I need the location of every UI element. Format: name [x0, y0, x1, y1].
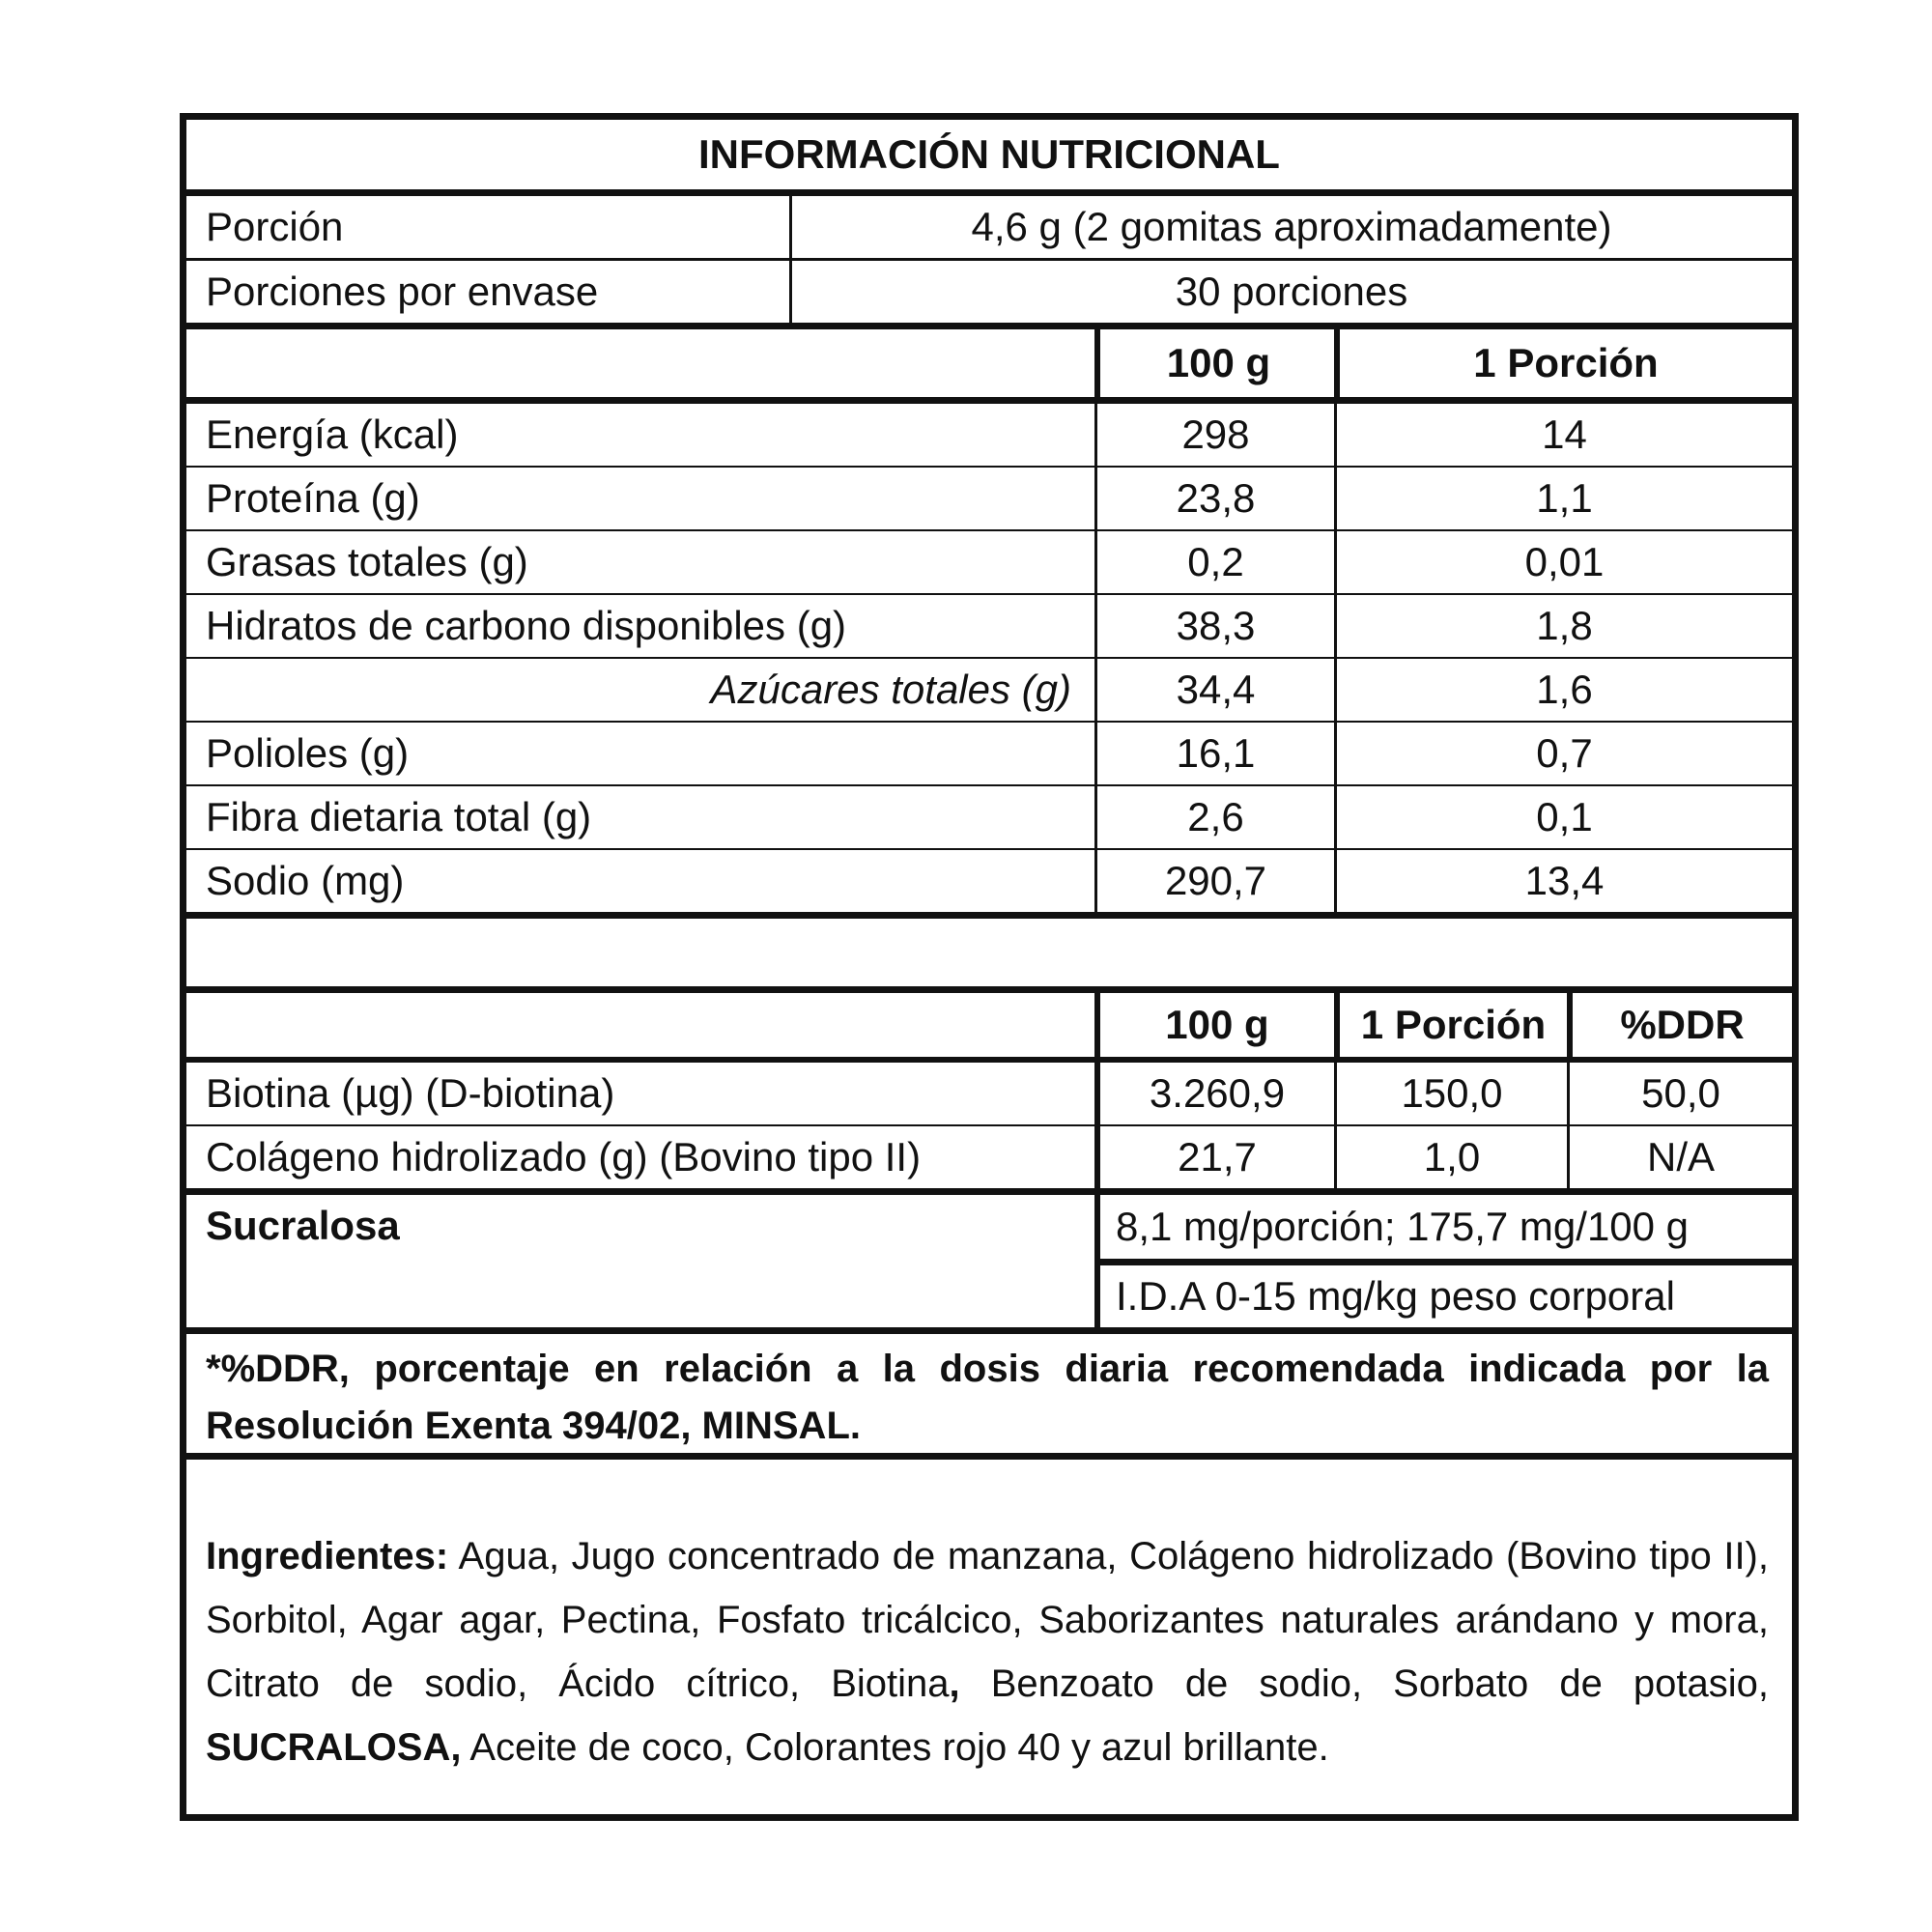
divider	[1094, 404, 1097, 912]
divider	[186, 1327, 1792, 1334]
supplement-value-portion: 150,0	[1401, 1070, 1503, 1116]
nutrient-value-portion: 14	[1542, 412, 1587, 457]
nutrient-value-100g: 290,7	[1164, 858, 1267, 903]
divider	[1567, 993, 1573, 1057]
supplement-name: Colágeno hidrolizado (g) (Bovino tipo II)	[206, 1134, 922, 1179]
supplement-value-100g: 21,7	[1178, 1134, 1257, 1179]
divider	[789, 196, 792, 323]
nutrient-value-100g: 34,4	[1176, 667, 1256, 712]
ingredients-comma: ,	[949, 1662, 960, 1705]
table-title: INFORMACIÓN NUTRICIONAL	[698, 131, 1280, 177]
ingredients-list-cont: Benzoato de sodio, Sorbato de potasio,	[959, 1662, 1769, 1705]
ingredients-list-end: Aceite de coco, Colorantes rojo 40 y azul brillante.	[461, 1726, 1329, 1769]
portion-label: Porción	[206, 204, 344, 249]
portion-value: 4,6 g (2 gomitas aproximadamente)	[971, 204, 1612, 249]
divider	[1094, 1063, 1100, 1188]
nutrient-value-portion: 13,4	[1524, 858, 1605, 903]
divider	[186, 323, 1792, 329]
nutrient-value-100g: 23,8	[1176, 475, 1256, 521]
nutrients-header-portion: 1 Porción	[1473, 340, 1659, 385]
supplements-header-portion: 1 Porción	[1360, 1002, 1547, 1047]
supplements-header-ddr: %DDR	[1620, 1002, 1745, 1047]
nutrient-name: Grasas totales (g)	[206, 539, 528, 584]
nutrition-facts-panel	[180, 113, 1799, 1821]
divider	[1094, 1195, 1100, 1327]
supplement-name: Biotina (µg) (D-biotina)	[206, 1070, 615, 1116]
divider	[1100, 1259, 1792, 1265]
nutrient-value-portion: 1,1	[1536, 475, 1593, 521]
supplement-value-portion: 1,0	[1423, 1134, 1481, 1179]
divider	[186, 397, 1792, 404]
divider	[186, 189, 1792, 196]
divider	[186, 1188, 1792, 1195]
sucralose-label: Sucralosa	[206, 1203, 400, 1248]
nutrient-name: Energía (kcal)	[206, 412, 459, 457]
divider	[1334, 1063, 1337, 1188]
portions-per-pack-label: Porciones por envase	[206, 269, 599, 314]
divider	[1094, 993, 1100, 1057]
nutrient-name: Fibra dietaria total (g)	[206, 794, 592, 839]
nutrient-value-100g: 0,2	[1187, 539, 1244, 584]
divider	[1094, 329, 1100, 397]
ddr-footnote: *%DDR, porcentaje en relación a la dosis diaria recomendada indicada por la Resolución Exenta 394/02, MINSAL.	[206, 1348, 1769, 1447]
nutrient-subname: Azúcares totales (g)	[710, 667, 1071, 712]
ingredients-text	[206, 1524, 1769, 1779]
divider	[186, 986, 1792, 993]
nutrient-name: Sodio (mg)	[206, 858, 405, 903]
ingredients-list: Agua, Jugo concentrado de manzana, Colágeno hidrolizado (Bovino tipo II), Sorbitol, Agar agar, Pectina, Fosfato tricálcico, Saborizantes naturales arándano y mora, Citrato de sodio, Ácido cítrico, Biotina	[206, 1535, 1769, 1705]
sucralose-ida: I.D.A 0-15 mg/kg peso corporal	[1116, 1273, 1675, 1319]
supplement-value-ddr: 50,0	[1641, 1070, 1720, 1116]
nutrient-name: Proteína (g)	[206, 475, 420, 521]
nutrient-value-100g: 38,3	[1176, 603, 1256, 648]
nutrient-value-portion: 1,8	[1536, 603, 1593, 648]
divider	[186, 912, 1792, 919]
nutrient-value-portion: 0,01	[1524, 539, 1605, 584]
divider	[186, 1453, 1792, 1460]
supplement-value-100g: 3.260,9	[1149, 1070, 1286, 1116]
ingredients-sucralose: SUCRALOSA,	[206, 1726, 462, 1769]
divider	[1334, 329, 1340, 397]
nutrient-value-100g: 298	[1181, 412, 1250, 457]
sucralose-amount: 8,1 mg/porción; 175,7 mg/100 g	[1116, 1204, 1690, 1249]
nutrients-header-100g: 100 g	[1166, 340, 1271, 385]
nutrient-value-100g: 2,6	[1187, 794, 1244, 839]
nutrient-name: Hidratos de carbono disponibles (g)	[206, 603, 847, 648]
nutrient-value-portion: 1,6	[1536, 667, 1593, 712]
divider	[1334, 993, 1340, 1057]
nutrient-value-portion: 0,7	[1536, 730, 1593, 776]
supplement-value-ddr: N/A	[1646, 1134, 1715, 1179]
ingredients-label: Ingredientes:	[206, 1535, 449, 1577]
nutrient-value-portion: 0,1	[1536, 794, 1593, 839]
supplements-header-100g: 100 g	[1165, 1002, 1269, 1047]
nutrient-name: Polioles (g)	[206, 730, 410, 776]
nutrient-value-100g: 16,1	[1176, 730, 1256, 776]
divider	[1334, 404, 1337, 912]
portions-per-pack-value: 30 porciones	[1175, 269, 1408, 314]
divider	[1567, 1063, 1570, 1188]
